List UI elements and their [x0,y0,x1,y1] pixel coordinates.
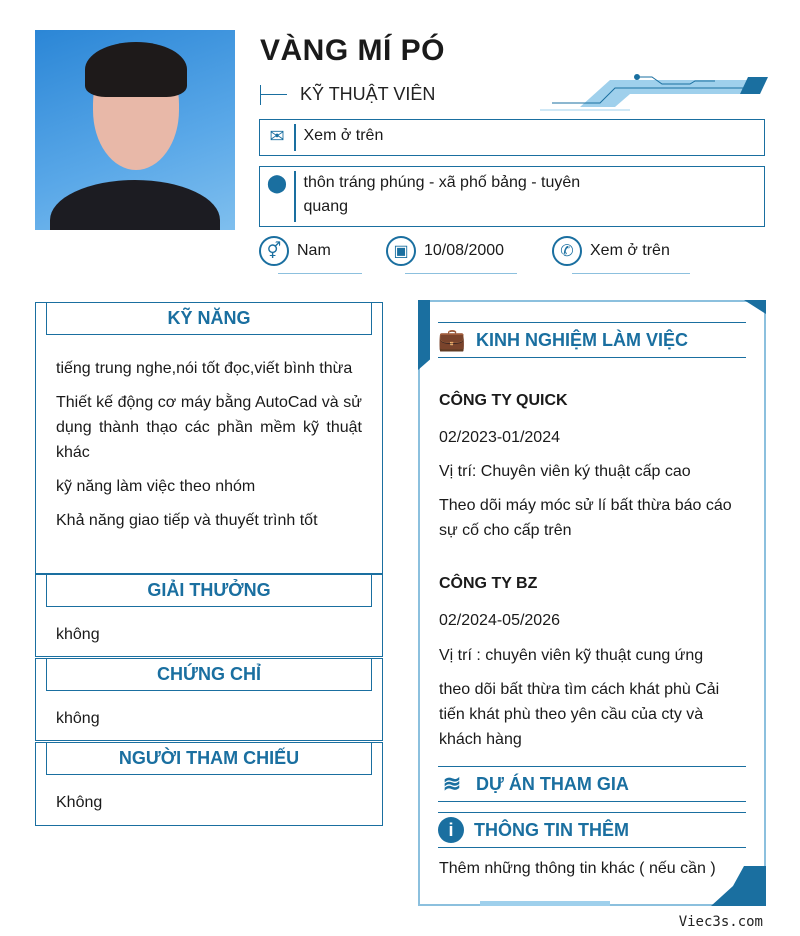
job-title-text: KỸ THUẬT VIÊN [300,84,436,104]
skills-heading: KỸ NĂNG [46,303,372,335]
envelope-icon: ✉ [269,126,285,146]
more-info-heading: i THÔNG TIN THÊM [438,812,746,848]
skill-item: Khả năng giao tiếp và thuyết trình tốt [56,512,318,529]
email-text: Xem ở trên [303,127,384,144]
location-pin-icon: ⬤ [266,173,288,193]
skill-item: kỹ năng làm việc theo nhóm [56,478,256,495]
awards-heading: GIẢI THƯỞNG [46,575,372,607]
job-description: theo dõi bất thừa tìm cách khát phù Cải tiến khát phù theo yên cầu của cty và khách hàng [439,681,720,748]
awards-section [35,574,383,657]
skills-section [35,302,383,574]
birthday-field [386,236,504,266]
job-position: Vị trí: Chuyên viên ký thuật cấp cao [439,463,691,480]
job-period: 02/2023-01/2024 [439,429,560,446]
briefcase-icon: 💼 [438,327,466,352]
awards-text: không [56,626,100,643]
gender-icon: ⚥ [259,236,289,266]
certificates-section [35,658,383,741]
candidate-name: VÀNG MÍ PÓ [260,34,446,67]
references-text: Không [56,794,103,811]
gender-text: Nam [297,242,331,259]
more-info-text: Thêm những thông tin khác ( nếu cần ) [439,860,716,877]
job-position: Vị trí : chuyên viên kỹ thuật cung ứng [439,647,704,664]
email-field [259,119,765,156]
right-panel [418,300,766,906]
info-icon: i [438,817,464,843]
phone-field [552,236,670,266]
company-name: CÔNG TY BZ [439,575,538,592]
watermark: Viec3s.com [678,914,763,930]
profile-photo [35,30,235,230]
company-name: CÔNG TY QUICK [439,392,568,409]
job-title [260,84,435,105]
references-heading: NGƯỜI THAM CHIẾU [46,743,372,775]
layers-icon: ≋ [442,771,462,796]
references-section [35,742,383,826]
phone-icon: ✆ [552,236,582,266]
skill-item: Thiết kế động cơ máy bằng AutoCad và sử dụng thành thạo các phần mềm kỹ thuật khác [56,394,362,461]
certificates-text: không [56,710,100,727]
phone-text: Xem ở trên [590,242,670,259]
experience-heading: 💼 KINH NGHIỆM LÀM VIỆC [438,322,746,358]
address-field [259,166,765,227]
calendar-icon: ▣ [386,236,416,266]
gender-field [259,236,331,266]
circuit-decoration [540,74,770,112]
job-period: 02/2024-05/2026 [439,612,560,629]
projects-heading: ≋ DỰ ÁN THAM GIA [438,766,746,802]
birthday-text: 10/08/2000 [424,242,505,259]
title-line-icon [260,85,290,105]
address-text: thôn tráng phúng - xã phố bảng - tuyên quang [303,174,581,215]
certificates-heading: CHỨNG CHỈ [46,659,372,691]
job-description: Theo dõi máy móc sử lí bất thừa báo cáo sự cố cho cấp trên [439,497,732,539]
skill-item: tiếng trung nghe,nói tốt đọc,viết bình thừa [56,360,353,377]
